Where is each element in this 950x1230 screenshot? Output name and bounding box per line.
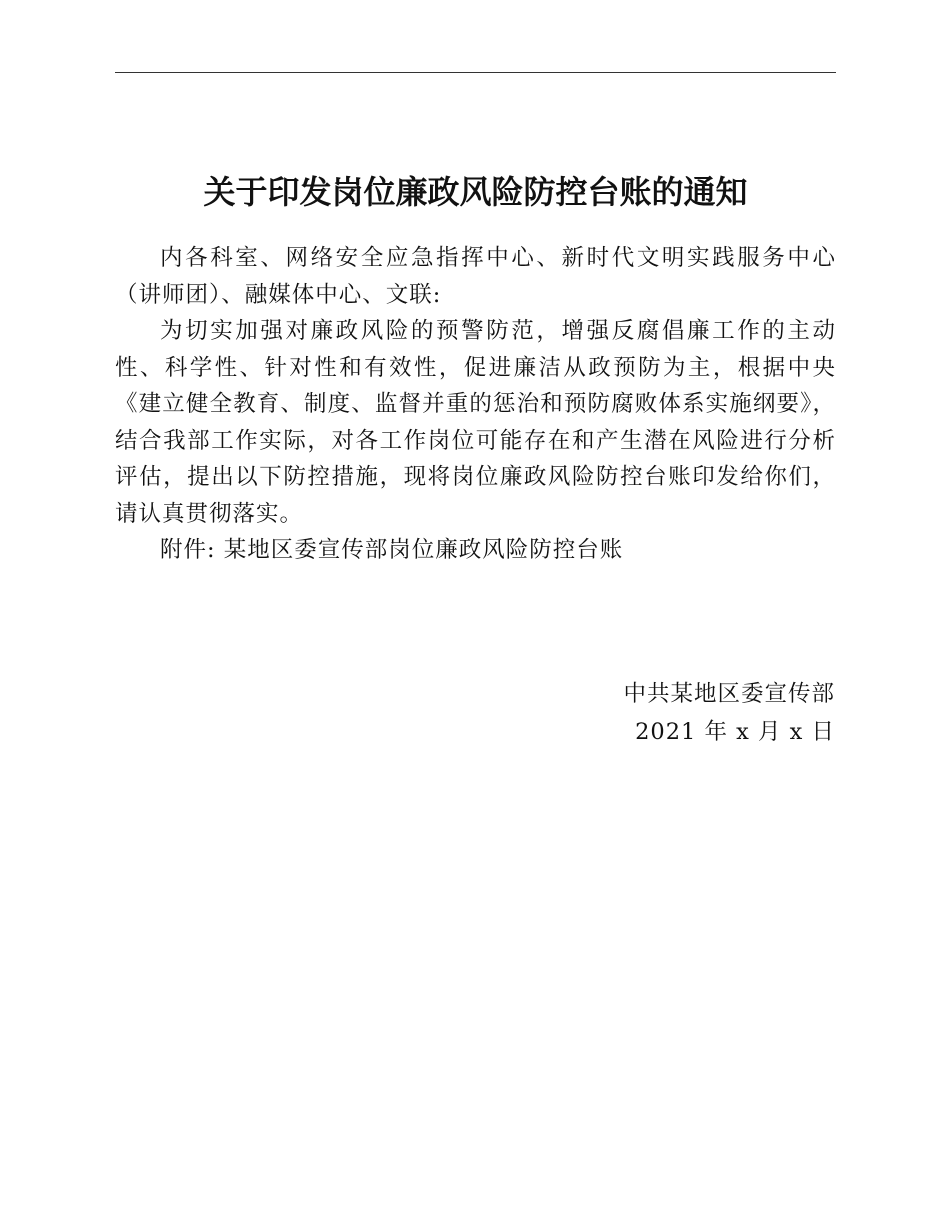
addressee-line: 内各科室、网络安全应急指挥中心、新时代文明实践服务中心（讲师团）、融媒体中心、文联: xyxy=(115,245,836,308)
body-paragraph: 为切实加强对廉政风险的预警防范，增强反腐倡廉工作的主动性、科学性、针对性和有效性，促进廉洁从政预防为主，根据中央《建立健全教育、制度、监督并重的惩治和预防腐败体系实施纲要》，结合我部工作实际，对各工作岗位可能存在和产生潜在风险进行分析评估，提出以下防控措施，现将岗位廉政风险防控台账印发给你们，请认真贯彻落实。 xyxy=(115,318,836,527)
document-body xyxy=(115,240,836,569)
header-divider xyxy=(115,72,836,73)
signature-block xyxy=(623,675,835,751)
signature-date: 2021 年 x 月 x 日 xyxy=(635,719,835,745)
attachment-line: 附件: 某地区委宣传部岗位廉政风险防控台账 xyxy=(160,537,624,563)
document-title: 关于印发岗位廉政风险防控台账的通知 xyxy=(203,173,748,211)
signature-organization: 中共某地区委宣传部 xyxy=(623,681,835,707)
